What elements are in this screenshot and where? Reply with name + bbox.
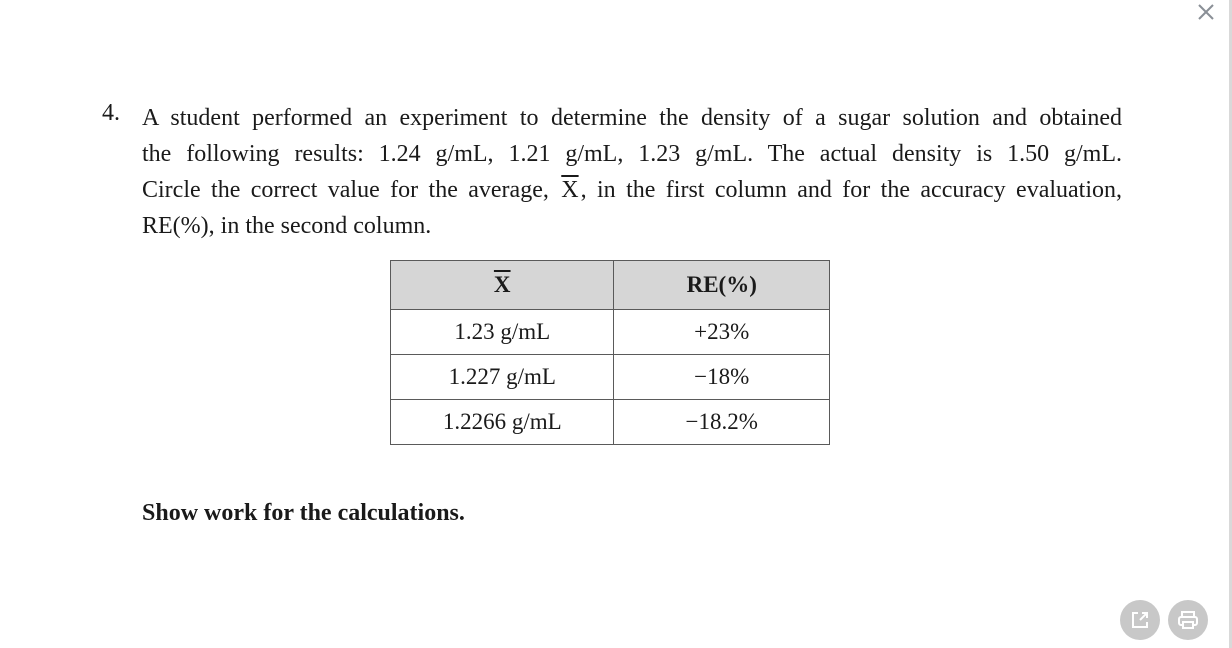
question-number: 4. [102,100,120,126]
header-average [391,261,614,310]
re-option[interactable]: −18.2% [614,400,830,445]
table-row [391,400,830,445]
average-option[interactable]: 1.227 g/mL [391,355,614,400]
close-icon [1197,3,1215,21]
close-button[interactable] [1194,0,1218,24]
average-option[interactable]: 1.23 g/mL [391,310,614,355]
average-option[interactable]: 1.2266 g/mL [391,400,614,445]
table-header-row [391,261,830,310]
open-external-button[interactable] [1120,600,1160,640]
print-button[interactable] [1168,600,1208,640]
re-option[interactable]: +23% [614,310,830,355]
answer-table [390,260,830,445]
re-option[interactable]: −18% [614,355,830,400]
question-4 [102,100,1132,244]
print-icon [1176,608,1200,632]
question-line-4: RE(%), in the second column. [142,213,432,239]
header-average-label: $\overline{X}$ [493,272,511,297]
open-external-icon [1129,609,1151,631]
instructions: Show work for the calculations. [142,500,465,526]
average-symbol: $\overline{X}$ [561,177,579,203]
question-line-1: A student performed an experiment to determine the density of a sugar solution and obtained [142,105,1122,131]
table-row [391,310,830,355]
floating-toolbar [1120,600,1208,640]
question-line-2: the following results: 1.24 g/mL, 1.21 g/mL, 1.23 g/mL. The actual density is 1.50 g/mL. [142,141,1122,167]
question-text [142,100,1122,244]
question-line-3 [142,172,1122,208]
header-re: RE(%) [614,261,830,310]
question-line-3-end: , in the first column and for the accuracy evaluation, [580,177,1123,203]
question-line-3-start: Circle the correct value for the average, [142,177,549,203]
table-row [391,355,830,400]
